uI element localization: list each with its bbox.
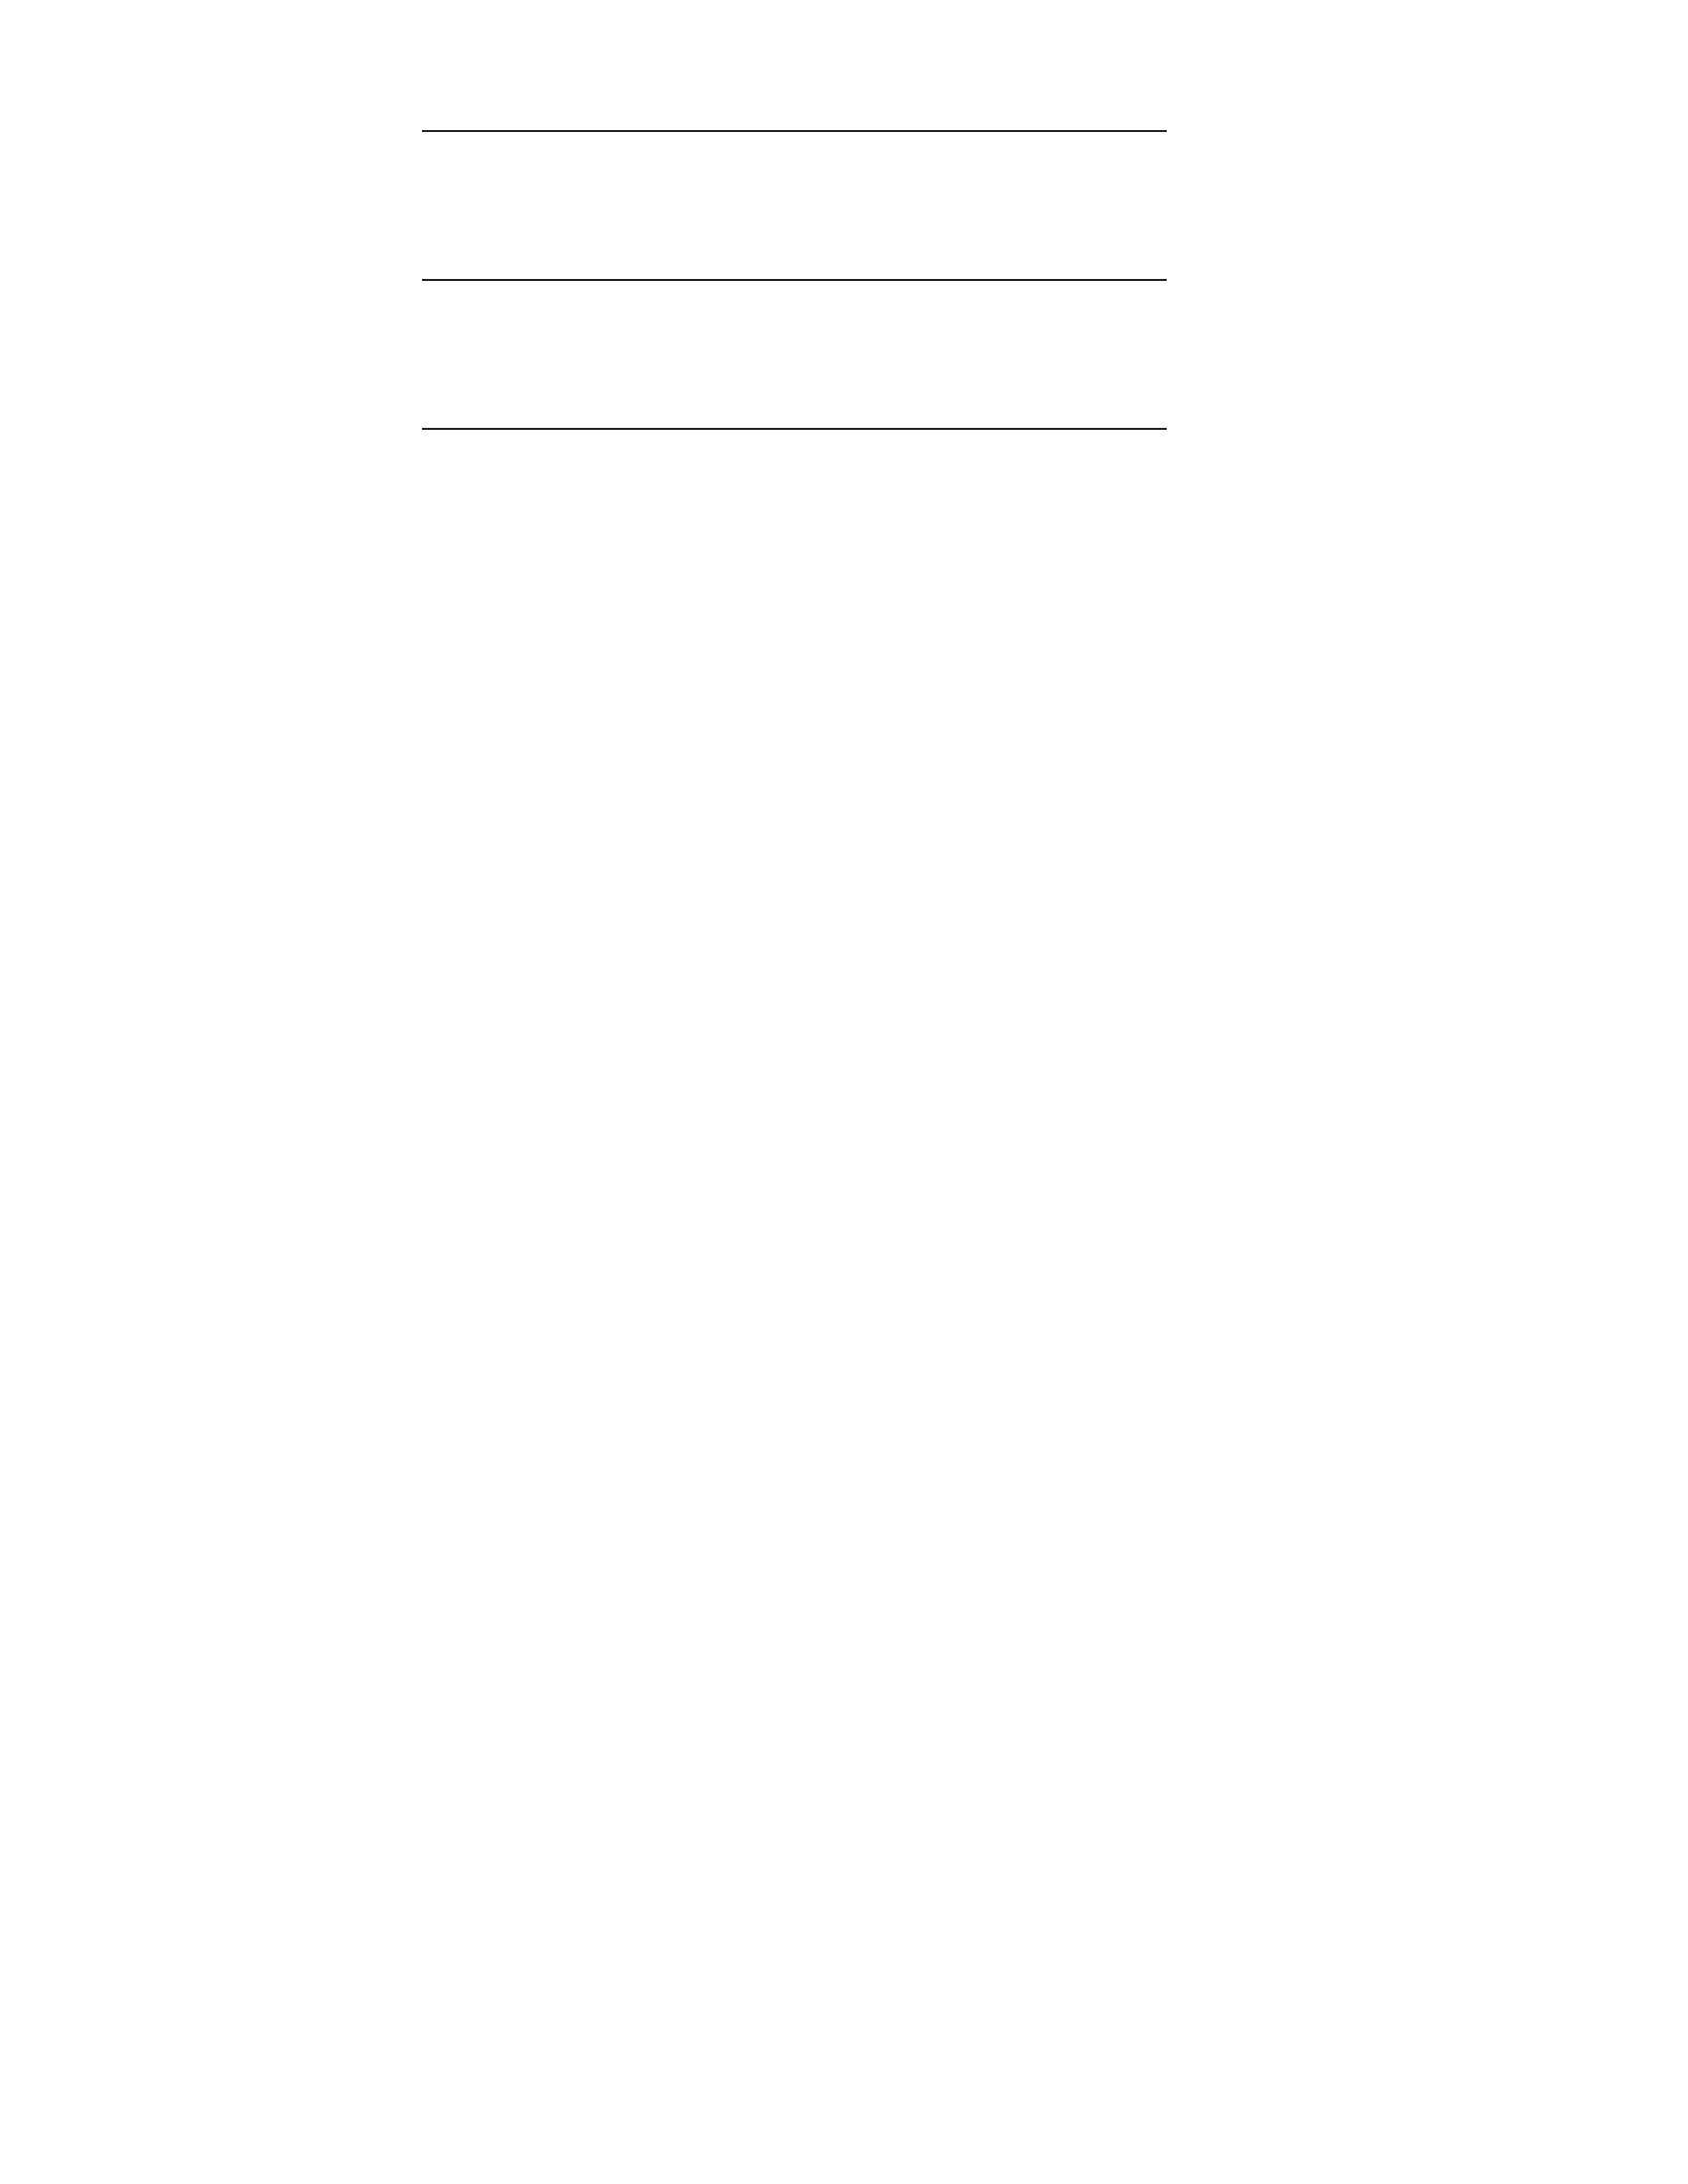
section-divider [422, 279, 1167, 281]
section-divider [422, 428, 1167, 430]
section-4-heading [99, 325, 1589, 364]
page-content [99, 99, 1589, 430]
section-divider [422, 130, 1167, 132]
section-3-heading [99, 176, 1589, 215]
